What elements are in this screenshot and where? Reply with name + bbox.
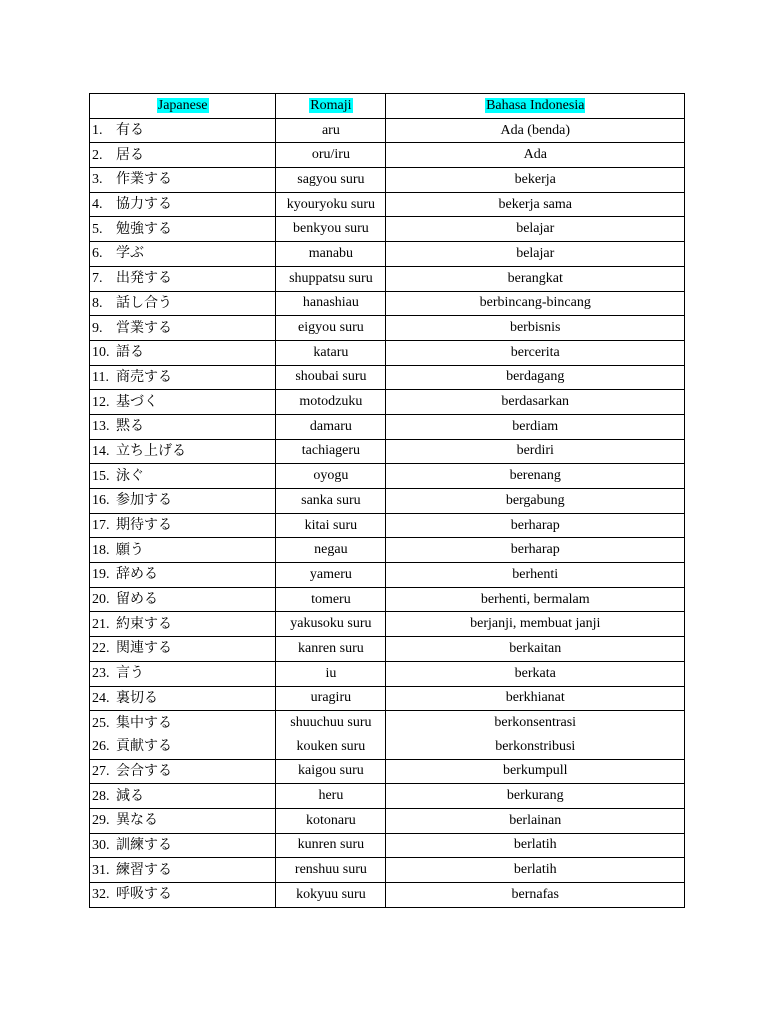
japanese-cell xyxy=(90,612,276,637)
japanese-cell xyxy=(90,242,276,267)
romaji-cell: kanren suru xyxy=(276,637,386,662)
japanese-cell xyxy=(90,168,276,193)
japanese-cell xyxy=(90,686,276,711)
japanese-word: 留める xyxy=(116,591,158,608)
indonesian-cell: berjanji, membuat janji xyxy=(386,612,685,637)
japanese-cell xyxy=(90,118,276,143)
japanese-word: 勉強する xyxy=(116,220,172,237)
japanese-cell xyxy=(90,390,276,415)
indonesian-cell: bernafas xyxy=(386,883,685,908)
row-number: 22. xyxy=(92,641,110,657)
romaji-cell: kitai suru xyxy=(276,513,386,538)
japanese-cell xyxy=(90,808,276,833)
indonesian-cell: berkaitan xyxy=(386,637,685,662)
row-number: 11. xyxy=(92,369,109,385)
japanese-word: 言う xyxy=(116,665,144,682)
indonesian-cell: berkonsentrasi xyxy=(386,711,685,735)
table-row xyxy=(90,143,685,168)
row-number: 21. xyxy=(92,616,110,632)
romaji-cell: sagyou suru xyxy=(276,168,386,193)
indonesian-cell: bergabung xyxy=(386,489,685,514)
japanese-word: 泳ぐ xyxy=(116,467,144,484)
row-number: 31. xyxy=(92,862,110,878)
indonesian-cell: bercerita xyxy=(386,340,685,365)
indonesian-cell: berdiri xyxy=(386,439,685,464)
japanese-cell xyxy=(90,291,276,316)
japanese-cell xyxy=(90,759,276,784)
romaji-cell: shuuchuu suru xyxy=(276,711,386,735)
row-number: 6. xyxy=(92,246,103,262)
table-row xyxy=(90,858,685,883)
row-number: 1. xyxy=(92,123,103,139)
row-number: 13. xyxy=(92,419,110,435)
indonesian-cell: berdagang xyxy=(386,365,685,390)
japanese-word: 約束する xyxy=(116,615,172,632)
header-romaji-label: Romaji xyxy=(310,97,352,113)
romaji-cell: eigyou suru xyxy=(276,316,386,341)
row-number: 9. xyxy=(92,320,103,336)
japanese-word: 辞める xyxy=(116,566,158,583)
romaji-cell: shoubai suru xyxy=(276,365,386,390)
row-number: 23. xyxy=(92,666,110,682)
romaji-cell: renshuu suru xyxy=(276,858,386,883)
japanese-cell xyxy=(90,883,276,908)
romaji-cell: uragiru xyxy=(276,686,386,711)
japanese-word: 出発する xyxy=(116,270,172,287)
table-row xyxy=(90,513,685,538)
japanese-cell xyxy=(90,563,276,588)
table-row xyxy=(90,168,685,193)
row-number: 17. xyxy=(92,518,110,534)
table-row xyxy=(90,414,685,439)
table-row xyxy=(90,612,685,637)
header-japanese xyxy=(90,94,276,119)
japanese-cell xyxy=(90,858,276,883)
header-romaji xyxy=(276,94,386,119)
table-row xyxy=(90,784,685,809)
romaji-cell: yakusoku suru xyxy=(276,612,386,637)
indonesian-cell: berlatih xyxy=(386,833,685,858)
japanese-word: 願う xyxy=(116,541,144,558)
table-row xyxy=(90,661,685,686)
romaji-cell: oyogu xyxy=(276,464,386,489)
romaji-cell: sanka suru xyxy=(276,489,386,514)
indonesian-cell: berkumpull xyxy=(386,759,685,784)
row-number: 5. xyxy=(92,221,103,237)
japanese-word: 有る xyxy=(116,122,144,139)
romaji-cell: benkyou suru xyxy=(276,217,386,242)
romaji-cell: kaigou suru xyxy=(276,759,386,784)
japanese-word: 貢献する xyxy=(116,738,172,755)
table-row xyxy=(90,118,685,143)
japanese-word: 練習する xyxy=(116,861,172,878)
romaji-cell: kunren suru xyxy=(276,833,386,858)
japanese-cell xyxy=(90,513,276,538)
table-row xyxy=(90,217,685,242)
table-row xyxy=(90,242,685,267)
row-number: 24. xyxy=(92,690,110,706)
table-row xyxy=(90,759,685,784)
indonesian-cell: berdasarkan xyxy=(386,390,685,415)
japanese-word: 話し合う xyxy=(116,294,172,311)
indonesian-cell: belajar xyxy=(386,242,685,267)
row-number: 29. xyxy=(92,813,110,829)
table-row xyxy=(90,365,685,390)
header-indonesian xyxy=(386,94,685,119)
row-number: 32. xyxy=(92,887,110,903)
table-row xyxy=(90,316,685,341)
japanese-cell xyxy=(90,784,276,809)
japanese-cell xyxy=(90,464,276,489)
japanese-word: 期待する xyxy=(116,517,172,534)
table-row xyxy=(90,711,685,735)
indonesian-cell: berharap xyxy=(386,538,685,563)
table-row xyxy=(90,291,685,316)
japanese-cell xyxy=(90,365,276,390)
indonesian-cell: berharap xyxy=(386,513,685,538)
japanese-cell xyxy=(90,833,276,858)
indonesian-cell: berhenti, bermalam xyxy=(386,587,685,612)
table-row xyxy=(90,439,685,464)
table-row xyxy=(90,340,685,365)
table-row xyxy=(90,883,685,908)
indonesian-cell: bekerja sama xyxy=(386,192,685,217)
japanese-cell xyxy=(90,439,276,464)
table-row xyxy=(90,808,685,833)
row-number: 16. xyxy=(92,493,110,509)
table-row xyxy=(90,563,685,588)
japanese-word: 作業する xyxy=(116,171,172,188)
japanese-word: 会合する xyxy=(116,762,172,779)
indonesian-cell: berbisnis xyxy=(386,316,685,341)
table-row xyxy=(90,735,685,759)
japanese-cell xyxy=(90,538,276,563)
row-number: 27. xyxy=(92,763,110,779)
japanese-cell xyxy=(90,637,276,662)
japanese-word: 学ぶ xyxy=(116,245,144,262)
row-number: 12. xyxy=(92,394,110,410)
romaji-cell: hanashiau xyxy=(276,291,386,316)
table-row xyxy=(90,833,685,858)
indonesian-cell: berlatih xyxy=(386,858,685,883)
japanese-cell xyxy=(90,414,276,439)
header-japanese-label: Japanese xyxy=(157,97,208,113)
romaji-cell: kouken suru xyxy=(276,735,386,759)
row-number: 8. xyxy=(92,295,103,311)
indonesian-cell: Ada (benda) xyxy=(386,118,685,143)
romaji-cell: kyouryoku suru xyxy=(276,192,386,217)
japanese-cell xyxy=(90,192,276,217)
japanese-word: 裏切る xyxy=(116,689,158,706)
japanese-cell xyxy=(90,340,276,365)
indonesian-cell: berkata xyxy=(386,661,685,686)
row-number: 19. xyxy=(92,567,110,583)
japanese-word: 集中する xyxy=(116,714,172,731)
japanese-cell xyxy=(90,489,276,514)
japanese-word: 関連する xyxy=(116,640,172,657)
indonesian-cell: berbincang-bincang xyxy=(386,291,685,316)
table-body xyxy=(90,118,685,907)
romaji-cell: heru xyxy=(276,784,386,809)
row-number: 26. xyxy=(92,739,110,755)
japanese-word: 黙る xyxy=(116,418,144,435)
table-row xyxy=(90,192,685,217)
japanese-cell xyxy=(90,143,276,168)
romaji-cell: aru xyxy=(276,118,386,143)
japanese-word: 異なる xyxy=(116,812,158,829)
japanese-word: 営業する xyxy=(116,319,172,336)
row-number: 15. xyxy=(92,468,110,484)
row-number: 10. xyxy=(92,345,110,361)
romaji-cell: kokyuu suru xyxy=(276,883,386,908)
indonesian-cell: berkonstribusi xyxy=(386,735,685,759)
japanese-word: 居る xyxy=(116,146,144,163)
japanese-word: 基づく xyxy=(116,393,158,410)
indonesian-cell: berangkat xyxy=(386,266,685,291)
row-number: 18. xyxy=(92,542,110,558)
row-number: 14. xyxy=(92,443,110,459)
table-row xyxy=(90,587,685,612)
indonesian-cell: berlainan xyxy=(386,808,685,833)
japanese-word: 立ち上げる xyxy=(116,442,186,459)
indonesian-cell: bekerja xyxy=(386,168,685,193)
vocabulary-table xyxy=(89,93,685,908)
table-row xyxy=(90,686,685,711)
row-number: 7. xyxy=(92,271,103,287)
header-indonesian-label: Bahasa Indonesia xyxy=(486,97,585,113)
indonesian-cell: berkurang xyxy=(386,784,685,809)
japanese-cell xyxy=(90,217,276,242)
romaji-cell: negau xyxy=(276,538,386,563)
romaji-cell: manabu xyxy=(276,242,386,267)
table-row xyxy=(90,390,685,415)
japanese-word: 参加する xyxy=(116,492,172,509)
table-row xyxy=(90,464,685,489)
row-number: 4. xyxy=(92,197,103,213)
romaji-cell: motodzuku xyxy=(276,390,386,415)
japanese-word: 呼吸する xyxy=(116,886,172,903)
japanese-cell xyxy=(90,735,276,759)
table-row xyxy=(90,637,685,662)
romaji-cell: tomeru xyxy=(276,587,386,612)
japanese-cell xyxy=(90,587,276,612)
row-number: 2. xyxy=(92,147,103,163)
japanese-word: 語る xyxy=(116,344,144,361)
indonesian-cell: berhenti xyxy=(386,563,685,588)
japanese-cell xyxy=(90,711,276,735)
row-number: 30. xyxy=(92,837,110,853)
japanese-cell xyxy=(90,661,276,686)
romaji-cell: tachiageru xyxy=(276,439,386,464)
japanese-word: 協力する xyxy=(116,196,172,213)
table-row xyxy=(90,489,685,514)
romaji-cell: yameru xyxy=(276,563,386,588)
row-number: 25. xyxy=(92,715,110,731)
romaji-cell: shuppatsu suru xyxy=(276,266,386,291)
japanese-cell xyxy=(90,316,276,341)
table-row xyxy=(90,538,685,563)
indonesian-cell: berkhianat xyxy=(386,686,685,711)
japanese-word: 訓練する xyxy=(116,836,172,853)
indonesian-cell: berenang xyxy=(386,464,685,489)
indonesian-cell: berdiam xyxy=(386,414,685,439)
header-row xyxy=(90,94,685,119)
table-row xyxy=(90,266,685,291)
row-number: 20. xyxy=(92,592,110,608)
romaji-cell: oru/iru xyxy=(276,143,386,168)
romaji-cell: iu xyxy=(276,661,386,686)
row-number: 3. xyxy=(92,172,103,188)
japanese-cell xyxy=(90,266,276,291)
romaji-cell: kotonaru xyxy=(276,808,386,833)
romaji-cell: damaru xyxy=(276,414,386,439)
row-number: 28. xyxy=(92,788,110,804)
romaji-cell: kataru xyxy=(276,340,386,365)
indonesian-cell: Ada xyxy=(386,143,685,168)
japanese-word: 商売する xyxy=(116,368,172,385)
japanese-word: 減る xyxy=(116,787,144,804)
indonesian-cell: belajar xyxy=(386,217,685,242)
table-header xyxy=(90,94,685,119)
